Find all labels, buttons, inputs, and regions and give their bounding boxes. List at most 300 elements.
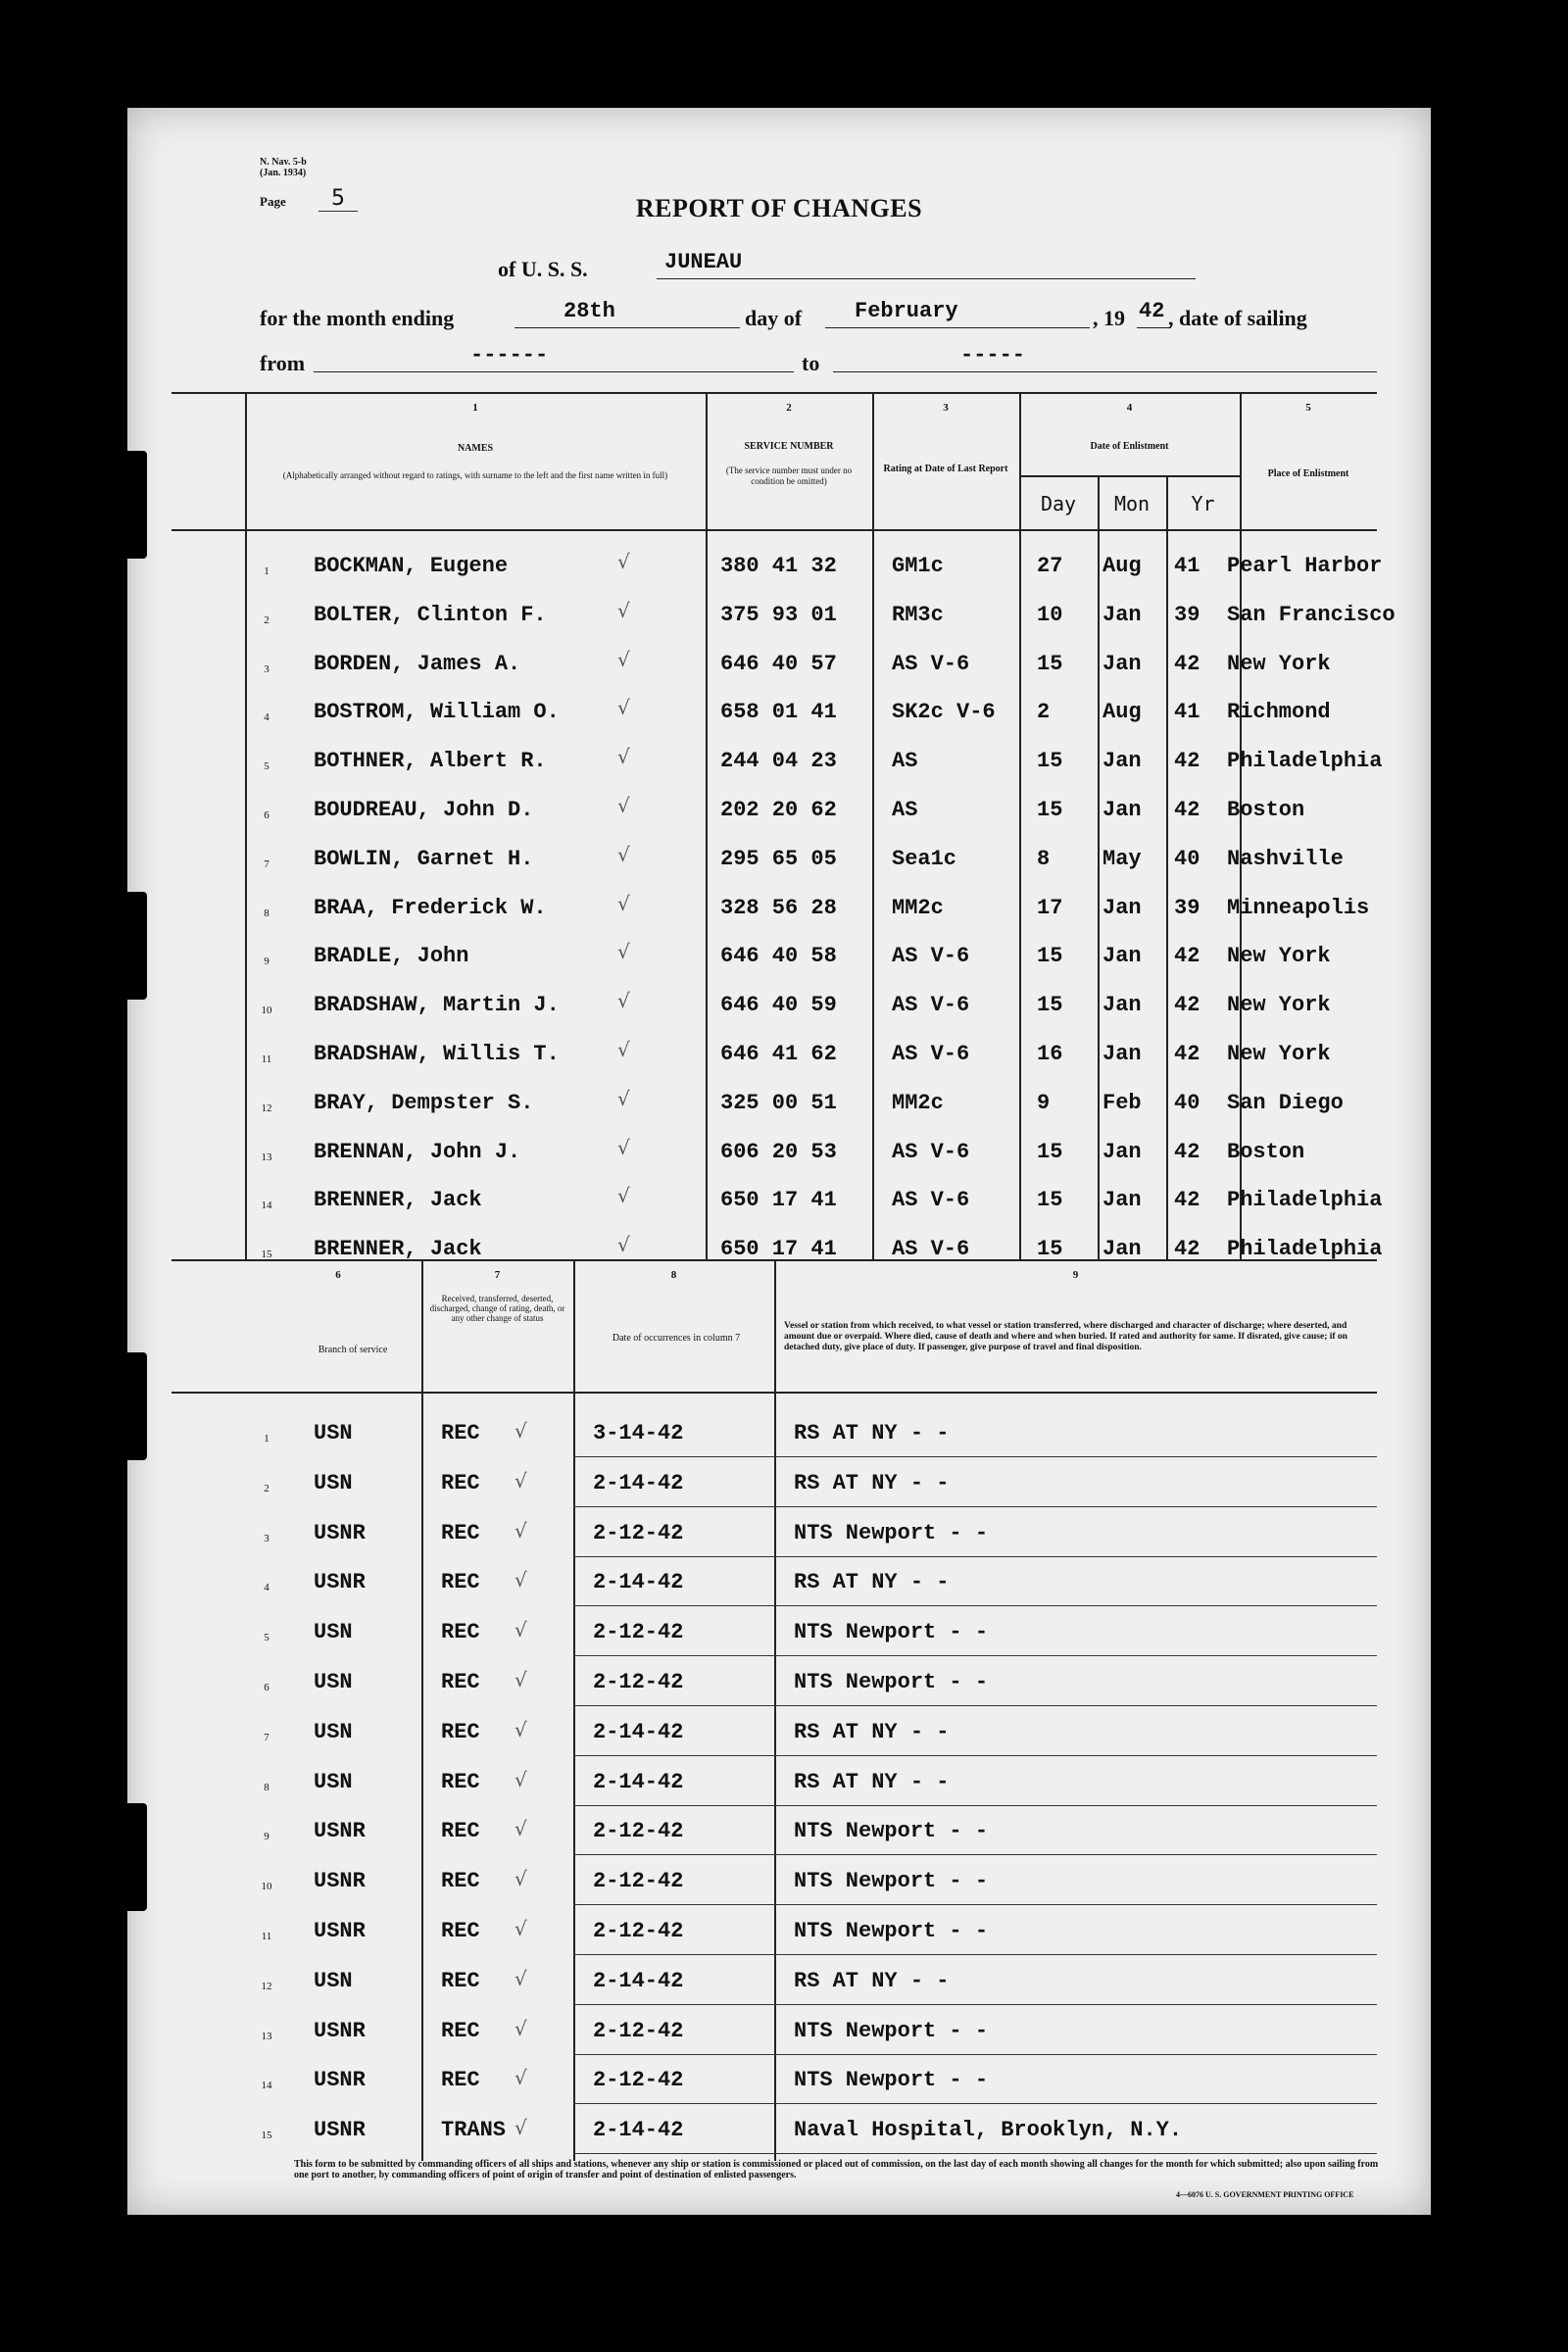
table-row: [127, 940, 1431, 993]
table-row: [127, 1421, 1431, 1470]
row-number: 15: [261, 1249, 272, 1261]
branch-cell: USNR: [314, 2068, 366, 2093]
row-number: 2: [264, 1482, 270, 1494]
check-mark: √: [514, 1817, 527, 1841]
rating-header: Rating at Date of Last Report: [883, 464, 1008, 474]
service-number-cell: 650 17 41: [720, 1188, 837, 1213]
check-mark: √: [514, 1767, 527, 1791]
enlist-day-cell: 15: [1037, 651, 1063, 676]
row-number: 5: [264, 1632, 270, 1644]
date-header: Date of occurrences in column 7: [612, 1333, 741, 1344]
enlist-mon-cell: Jan: [1102, 749, 1142, 774]
page-title: REPORT OF CHANGES: [635, 194, 923, 222]
enlist-day-cell: 17: [1037, 895, 1063, 920]
rating-cell: AS V-6: [892, 1237, 970, 1262]
rating-cell: AS V-6: [892, 944, 970, 969]
name-cell: BOTHNER, Albert R.: [314, 749, 547, 774]
check-mark: √: [514, 1917, 527, 1940]
to-field: -----: [833, 343, 1377, 372]
row-number: 14: [261, 1200, 272, 1212]
check-mark: √: [617, 989, 630, 1013]
date-cell: 2-12-42: [593, 1919, 684, 1943]
check-mark: √: [514, 1468, 527, 1493]
branch-cell: USN: [314, 1670, 353, 1694]
row-number: 4: [264, 1582, 270, 1594]
names-header: NAMES: [457, 443, 494, 454]
row-number: 6: [264, 809, 270, 821]
table-row: [127, 891, 1431, 945]
name-cell: BRENNER, Jack: [314, 1188, 482, 1213]
enlist-day-cell: 15: [1037, 993, 1063, 1018]
service-number-cell: 650 17 41: [720, 1237, 837, 1262]
date-cell: 2-14-42: [593, 1570, 684, 1595]
place-cell: Philadelphia: [1227, 1188, 1383, 1213]
vessel-cell: Naval Hospital, Brooklyn, N.Y.: [794, 2118, 1183, 2143]
check-mark: √: [514, 2116, 527, 2140]
report-sheet: [127, 108, 1431, 2215]
enlist-yr-cell: 42: [1174, 1188, 1200, 1213]
rating-cell: AS: [892, 798, 918, 822]
enlist-day-cell: 15: [1037, 1139, 1063, 1164]
row-number: 8: [264, 906, 270, 919]
check-mark: √: [514, 2016, 527, 2040]
service-number-cell: 606 20 53: [720, 1139, 837, 1164]
branch-cell: USNR: [314, 1919, 366, 1943]
row-number: 7: [264, 1731, 270, 1743]
name-cell: BOLTER, Clinton F.: [314, 602, 547, 627]
row-rule: [573, 1805, 1377, 1806]
vessel-cell: RS AT NY - -: [794, 1968, 950, 1993]
check-mark: √: [617, 891, 630, 915]
row-number: 14: [261, 2080, 272, 2092]
table-row: [127, 1570, 1431, 1619]
date-cell: 2-14-42: [593, 1968, 684, 1993]
service-number-cell: 328 56 28: [720, 895, 837, 920]
row-number: 13: [261, 2030, 272, 2042]
name-cell: BORDEN, James A.: [314, 651, 521, 676]
change-cell: REC: [441, 1719, 480, 1744]
check-mark: √: [617, 1233, 630, 1257]
enlist-yr-cell: 42: [1174, 798, 1200, 822]
footer-instructions: This form to be submitted by commanding officers of all ships and stations, whenever any ship or station is commissioned or placed out of commission, on the last day of each month showing all changes for the month for which submitted; also upon sailing from one port to another, by commanding officers of point of origin of transfer and point of destination of enlisted passengers.: [294, 2159, 1379, 2180]
row-number: 15: [261, 2130, 272, 2142]
place-cell: Nashville: [1227, 846, 1344, 871]
check-mark: √: [617, 647, 630, 671]
enlist-yr-cell: 42: [1174, 1237, 1200, 1262]
branch-cell: USN: [314, 1470, 353, 1495]
rating-cell: GM1c: [892, 554, 944, 578]
column-number: 7: [494, 1269, 501, 1281]
row-rule: [573, 1655, 1377, 1656]
row-number: 7: [264, 858, 270, 870]
rating-cell: AS V-6: [892, 1139, 970, 1164]
check-mark: √: [514, 2066, 527, 2090]
column-number: 5: [1305, 402, 1311, 414]
enlist-day-cell: 16: [1037, 1042, 1063, 1066]
enlist-yr-cell: 41: [1174, 700, 1200, 725]
column-number: 6: [335, 1269, 341, 1281]
table-row: [127, 842, 1431, 896]
service-number-header: SERVICE NUMBER: [744, 441, 834, 452]
rating-cell: AS V-6: [892, 1188, 970, 1213]
place-header: Place of Enlistment: [1267, 468, 1349, 479]
table-row: [127, 1468, 1431, 1520]
rating-cell: AS V-6: [892, 993, 970, 1018]
change-cell: REC: [441, 1520, 480, 1545]
enlist-mon-cell: Jan: [1102, 993, 1142, 1018]
check-mark: √: [617, 794, 630, 817]
table-row: [127, 1869, 1431, 1918]
enlist-mon-cell: Feb: [1102, 1090, 1142, 1115]
place-cell: Minneapolis: [1227, 895, 1370, 920]
change-cell: REC: [441, 1570, 480, 1595]
place-cell: Philadelphia: [1227, 749, 1383, 774]
row-number: 3: [264, 1532, 270, 1544]
enlist-mon-cell: Jan: [1102, 1188, 1142, 1213]
place-cell: Richmond: [1227, 700, 1331, 725]
check-mark: √: [617, 842, 630, 866]
row-number: 11: [261, 1931, 272, 1942]
service-number-cell: 202 20 62: [720, 798, 837, 822]
place-cell: New York: [1227, 1042, 1331, 1066]
vessel-cell: NTS Newport - -: [794, 1869, 989, 1894]
name-cell: BOUDREAU, John D.: [314, 798, 534, 822]
table-row: [127, 1819, 1431, 1868]
place-cell: Pearl Harbor: [1227, 554, 1383, 578]
place-cell: San Francisco: [1227, 602, 1396, 627]
vessel-cell: NTS Newport - -: [794, 1919, 989, 1943]
check-mark: √: [514, 1717, 527, 1741]
enlist-day-cell: 15: [1037, 798, 1063, 822]
date-cell: 2-12-42: [593, 2068, 684, 2093]
row-number: 1: [264, 565, 270, 577]
row-rule: [573, 1755, 1377, 1756]
branch-cell: USN: [314, 1620, 353, 1645]
change-cell: REC: [441, 2018, 480, 2043]
name-cell: BRADLE, John: [314, 944, 469, 969]
check-mark: √: [514, 1568, 527, 1592]
table-row: [127, 1966, 1431, 2018]
yr-header: Yr: [1191, 492, 1215, 515]
row-rule: [573, 1854, 1377, 1855]
name-cell: BRAY, Dempster S.: [314, 1090, 534, 1115]
table-row: [127, 696, 1431, 749]
form-id: [260, 157, 307, 178]
enlist-mon-cell: Jan: [1102, 651, 1142, 676]
change-cell: REC: [441, 1919, 480, 1943]
binder-clip: [120, 451, 147, 559]
check-mark: √: [617, 598, 630, 622]
mon-header: Mon: [1113, 492, 1151, 515]
enlist-day-cell: 9: [1037, 1090, 1051, 1115]
change-header: Received, transferred, deserted, discharged, change of rating, death, or any other change of status: [429, 1294, 565, 1323]
enlist-day-cell: 10: [1037, 602, 1063, 627]
vessel-cell: NTS Newport - -: [794, 2018, 989, 2043]
enlist-mon-cell: Aug: [1102, 700, 1142, 725]
change-cell: REC: [441, 1421, 480, 1446]
enlist-yr-cell: 39: [1174, 895, 1200, 920]
service-number-cell: 658 01 41: [720, 700, 837, 725]
to-label: to: [802, 351, 820, 375]
rating-cell: AS V-6: [892, 651, 970, 676]
sailing-label: , date of sailing: [1168, 306, 1307, 330]
row-rule: [573, 2153, 1377, 2154]
branch-cell: USN: [314, 1719, 353, 1744]
enlist-mon-cell: Jan: [1102, 798, 1142, 822]
table-row: [127, 550, 1431, 603]
enlist-yr-cell: 40: [1174, 846, 1200, 871]
vessel-cell: NTS Newport - -: [794, 1620, 989, 1645]
rating-cell: MM2c: [892, 895, 944, 920]
vessel-cell: NTS Newport - -: [794, 1520, 989, 1545]
row-number: 2: [264, 613, 270, 626]
row-number: 6: [264, 1682, 270, 1693]
service-number-cell: 646 40 57: [720, 651, 837, 676]
place-cell: San Diego: [1227, 1090, 1344, 1115]
column-number: 8: [670, 1269, 677, 1281]
enlist-mon-cell: Jan: [1102, 602, 1142, 627]
table-row: [127, 794, 1431, 847]
branch-cell: USNR: [314, 1520, 366, 1545]
date-cell: 2-12-42: [593, 1819, 684, 1844]
names-note: (Alphabetically arranged without regard to ratings, with surname to the left and the first name written in full): [282, 470, 668, 480]
of-uss-label: of U. S. S.: [498, 257, 588, 281]
change-cell: TRANS: [441, 2118, 507, 2143]
column-number: 9: [1072, 1269, 1079, 1281]
row-number: 5: [264, 760, 270, 773]
row-rule: [573, 1605, 1377, 1606]
name-cell: BOWLIN, Garnet H.: [314, 846, 534, 871]
name-cell: BRADSHAW, Martin J.: [314, 993, 560, 1018]
check-mark: √: [514, 1867, 527, 1891]
vessel-cell: NTS Newport - -: [794, 1819, 989, 1844]
row-number: 9: [264, 956, 270, 968]
enlist-yr-cell: 42: [1174, 1139, 1200, 1164]
enlist-day-cell: 8: [1037, 846, 1051, 871]
change-cell: REC: [441, 1620, 480, 1645]
enlist-yr-cell: 42: [1174, 651, 1200, 676]
check-mark: √: [514, 1966, 527, 1990]
month-field: February: [825, 299, 1090, 328]
check-mark: √: [617, 1135, 630, 1159]
row-number: 13: [261, 1151, 272, 1163]
rating-cell: SK2c V-6: [892, 700, 996, 725]
vessel-cell: NTS Newport - -: [794, 1670, 989, 1694]
date-cell: 2-14-42: [593, 2118, 684, 2143]
table-row: [127, 989, 1431, 1042]
enlist-day-cell: 2: [1037, 700, 1051, 725]
table-row: [127, 1670, 1431, 1719]
date-cell: 2-12-42: [593, 1520, 684, 1545]
form-id-line: (Jan. 1934): [260, 168, 307, 178]
place-cell: New York: [1227, 944, 1331, 969]
change-cell: REC: [441, 1968, 480, 1993]
enlist-mon-cell: Aug: [1102, 554, 1142, 578]
table-row: [127, 745, 1431, 798]
row-rule: [573, 1456, 1377, 1457]
day-field: 28th: [514, 299, 740, 328]
enlist-mon-cell: Jan: [1102, 895, 1142, 920]
service-number-cell: 375 93 01: [720, 602, 837, 627]
table-row: [127, 598, 1431, 652]
day-of-label: day of: [745, 306, 803, 330]
check-mark: √: [617, 745, 630, 769]
enlist-yr-cell: 39: [1174, 602, 1200, 627]
table-row: [127, 1620, 1431, 1669]
service-number-cell: 646 41 62: [720, 1042, 837, 1066]
row-rule: [573, 1705, 1377, 1706]
column-number: 1: [472, 402, 478, 414]
change-cell: REC: [441, 2068, 480, 2093]
place-cell: Philadelphia: [1227, 1237, 1383, 1262]
vessel-cell: RS AT NY - -: [794, 1570, 950, 1595]
row-number: 8: [264, 1781, 270, 1793]
rating-cell: MM2c: [892, 1090, 944, 1115]
rating-cell: AS: [892, 749, 918, 774]
date-cell: 2-12-42: [593, 1670, 684, 1694]
enlist-day-cell: 15: [1037, 1188, 1063, 1213]
row-number: 11: [261, 1054, 272, 1065]
vessel-header: Vessel or station from which received, to what vessel or station transferred, where discharged and character of discharge; where deserted, and amount due or overpaid. Where died, cause of death and where and when buried. If rated and authority for same. If disrated, give cause; if on detached duty, give place of duty. If passenger, give purpose of travel and final disposition.: [784, 1321, 1348, 1352]
page-number: 5: [318, 186, 358, 212]
date-cell: 2-14-42: [593, 1470, 684, 1495]
service-number-cell: 646 40 59: [720, 993, 837, 1018]
change-cell: REC: [441, 1470, 480, 1495]
column-number: 2: [786, 402, 792, 414]
row-number: 4: [264, 711, 270, 724]
form-id-line: N. Nav. 5-b: [260, 157, 307, 168]
enlist-yr-cell: 42: [1174, 944, 1200, 969]
enlist-day-cell: 15: [1037, 1237, 1063, 1262]
enlist-day-cell: 15: [1037, 749, 1063, 774]
name-cell: BRADSHAW, Willis T.: [314, 1042, 560, 1066]
enlist-yr-cell: 41: [1174, 554, 1200, 578]
enlist-day-cell: 27: [1037, 554, 1063, 578]
enlist-mon-cell: Jan: [1102, 1237, 1142, 1262]
date-cell: 2-14-42: [593, 1719, 684, 1744]
check-mark: √: [617, 1086, 630, 1110]
enlist-yr-cell: 42: [1174, 993, 1200, 1018]
check-mark: √: [514, 1668, 527, 1691]
table-row: [127, 2068, 1431, 2117]
enlist-yr-cell: 42: [1174, 1042, 1200, 1066]
check-mark: √: [514, 1618, 527, 1642]
table-row: [127, 647, 1431, 701]
row-number: 1: [264, 1433, 270, 1445]
name-cell: BRENNAN, John J.: [314, 1139, 521, 1164]
name-cell: BRAA, Frederick W.: [314, 895, 547, 920]
enlistment-header: Date of Enlistment: [1090, 441, 1169, 452]
place-cell: Boston: [1227, 1139, 1305, 1164]
row-rule: [573, 1506, 1377, 1507]
row-rule: [573, 2103, 1377, 2104]
year-field: 42: [1137, 299, 1171, 328]
check-mark: √: [514, 1419, 527, 1443]
date-cell: 2-12-42: [593, 1869, 684, 1894]
enlist-mon-cell: Jan: [1102, 1042, 1142, 1066]
vessel-cell: RS AT NY - -: [794, 1421, 950, 1446]
branch-cell: USNR: [314, 1819, 366, 1844]
vessel-cell: RS AT NY - -: [794, 1769, 950, 1794]
month-ending-label: for the month ending: [260, 306, 455, 330]
name-cell: BOSTROM, William O.: [314, 700, 560, 725]
from-label: from: [260, 351, 306, 375]
rating-cell: AS V-6: [892, 1042, 970, 1066]
change-cell: REC: [441, 1819, 480, 1844]
row-rule: [573, 1556, 1377, 1557]
table-row: [127, 1717, 1431, 1769]
row-rule: [573, 1954, 1377, 1955]
check-mark: √: [617, 940, 630, 964]
page-label: Page: [260, 194, 286, 209]
check-mark: √: [617, 1038, 630, 1061]
row-rule: [573, 2004, 1377, 2005]
enlist-mon-cell: May: [1102, 846, 1142, 871]
row-rule: [573, 2054, 1377, 2055]
service-number-cell: 244 04 23: [720, 749, 837, 774]
row-number: 9: [264, 1831, 270, 1843]
row-number: 10: [261, 1881, 272, 1893]
branch-cell: USN: [314, 1769, 353, 1794]
table-row: [127, 1086, 1431, 1140]
check-mark: √: [617, 1184, 630, 1208]
place-cell: New York: [1227, 651, 1331, 676]
enlist-yr-cell: 40: [1174, 1090, 1200, 1115]
place-cell: New York: [1227, 993, 1331, 1018]
row-rule: [573, 1904, 1377, 1905]
vessel-cell: NTS Newport - -: [794, 2068, 989, 2093]
row-number: 12: [261, 1980, 272, 1992]
table-row: [127, 2016, 1431, 2068]
name-cell: BRENNER, Jack: [314, 1237, 482, 1262]
from-field: ------: [314, 343, 794, 372]
date-cell: 3-14-42: [593, 1421, 684, 1446]
table-row: [127, 1767, 1431, 1819]
place-cell: Boston: [1227, 798, 1305, 822]
year-prefix: , 19: [1093, 306, 1125, 330]
service-number-cell: 295 65 05: [720, 846, 837, 871]
service-number-cell: 646 40 58: [720, 944, 837, 969]
table-row: [127, 1919, 1431, 1968]
column-number: 4: [1126, 402, 1133, 414]
table-row: [127, 1184, 1431, 1237]
branch-cell: USN: [314, 1968, 353, 1993]
enlist-mon-cell: Jan: [1102, 1139, 1142, 1164]
rating-cell: Sea1c: [892, 846, 957, 871]
table-row: [127, 1518, 1431, 1570]
branch-cell: USNR: [314, 2018, 366, 2043]
ship-field: JUNEAU: [657, 250, 1196, 279]
check-mark: √: [617, 550, 630, 573]
vessel-cell: RS AT NY - -: [794, 1470, 950, 1495]
row-number: 3: [264, 662, 270, 675]
check-mark: √: [617, 696, 630, 720]
branch-header: Branch of service: [318, 1345, 388, 1355]
branch-cell: USNR: [314, 2118, 366, 2143]
column-number: 3: [943, 402, 949, 414]
table-row: [127, 1135, 1431, 1189]
date-cell: 2-14-42: [593, 1769, 684, 1794]
printing-office-code: 4—6076 U. S. GOVERNMENT PRINTING OFFICE: [1176, 2190, 1354, 2199]
enlist-day-cell: 15: [1037, 944, 1063, 969]
vessel-cell: RS AT NY - -: [794, 1719, 950, 1744]
date-cell: 2-12-42: [593, 1620, 684, 1645]
row-number: 10: [261, 1004, 272, 1017]
enlist-mon-cell: Jan: [1102, 944, 1142, 969]
change-cell: REC: [441, 1769, 480, 1794]
row-number: 12: [261, 1102, 272, 1114]
branch-cell: USNR: [314, 1869, 366, 1894]
